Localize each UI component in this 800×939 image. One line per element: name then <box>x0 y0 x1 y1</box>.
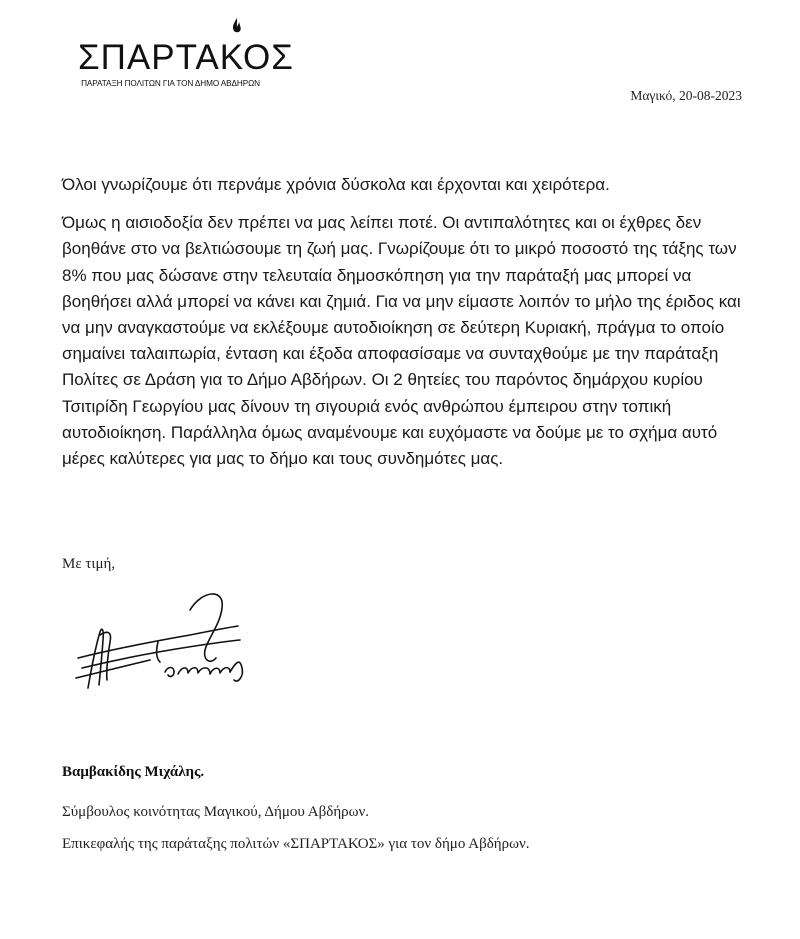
logo-title: ΣΠΑΡΤΑΚΟΣ <box>78 38 294 77</box>
letter-date: Μαγικό, 20-08-2023 <box>630 88 742 103</box>
signatory-role-2: Επικεφαλής της παράταξης πολιτών «ΣΠΑΡΤΑΚΟΣ» για τον δήμο Αβδήρων. <box>62 836 530 852</box>
paragraph-2: Όμως η αισιοδοξία δεν πρέπει να μας λείπει ποτέ. Οι αντιπαλότητες και οι έχθρες δεν βοηθάνε στο να βελτιώσουμε τη ζωή μας. Γνωρίζουμε ότι το μικρό ποσοστό της τάξης των 8% που μας δώσανε στην τελευταία δημοσκόπηση για την παράταξή μας μπορεί να βοηθήσει αλλά μπορεί να κάνει και ζημιά. Για να μην είμαστε λοιπόν το μήλο της έριδος και να μην αναγκαστούμε να εκλέξουμε αυτοδιοίκηση σε δεύτερη Κυριακή, πράγμα το οποίο σημαίνει ταλαιπωρία, ένταση και έξοδα αποφασίσαμε να συνταχθούμε με την παράταξη Πολίτες σε Δράση για το Δήμο Αβδήρων. Οι 2 θητείες του παρόντος δημάρχου κυρίου Τσιτιρίδη Γεωργίου μας δίνουν τη σιγουριά ενός ανθρώπου έμπειρου στην τοπική αυτοδιοίκηση. Παράλληλα όμως αναμένουμε και ευχόμαστε να δούμε με το σχήμα αυτό μέρες καλύτερες για μας το δήμο και τους συνδημότες μας. <box>62 213 741 469</box>
flame-icon <box>230 18 244 36</box>
paragraph-1: Όλοι γνωρίζουμε ότι περνάμε χρόνια δύσκολα και έρχονται και χειρότερα. <box>62 175 610 194</box>
signatory-name: Βαμβακίδης Μιχάλης. <box>62 764 205 780</box>
party-logo <box>78 18 294 88</box>
letter-body <box>62 172 752 484</box>
logo-subtitle: ΠΑΡΑΤΑΞΗ ΠΟΛΙΤΩΝ ΓΙΑ ΤΟΝ ΔΗΜΟ ΑΒΔΗΡΩΝ <box>81 79 260 88</box>
closing-salutation: Με τιμή, <box>62 556 116 572</box>
signatory-role-1: Σύμβουλος κοινότητας Μαγικού, Δήμου Αβδήρων. <box>62 804 370 820</box>
signature-image <box>70 580 250 710</box>
